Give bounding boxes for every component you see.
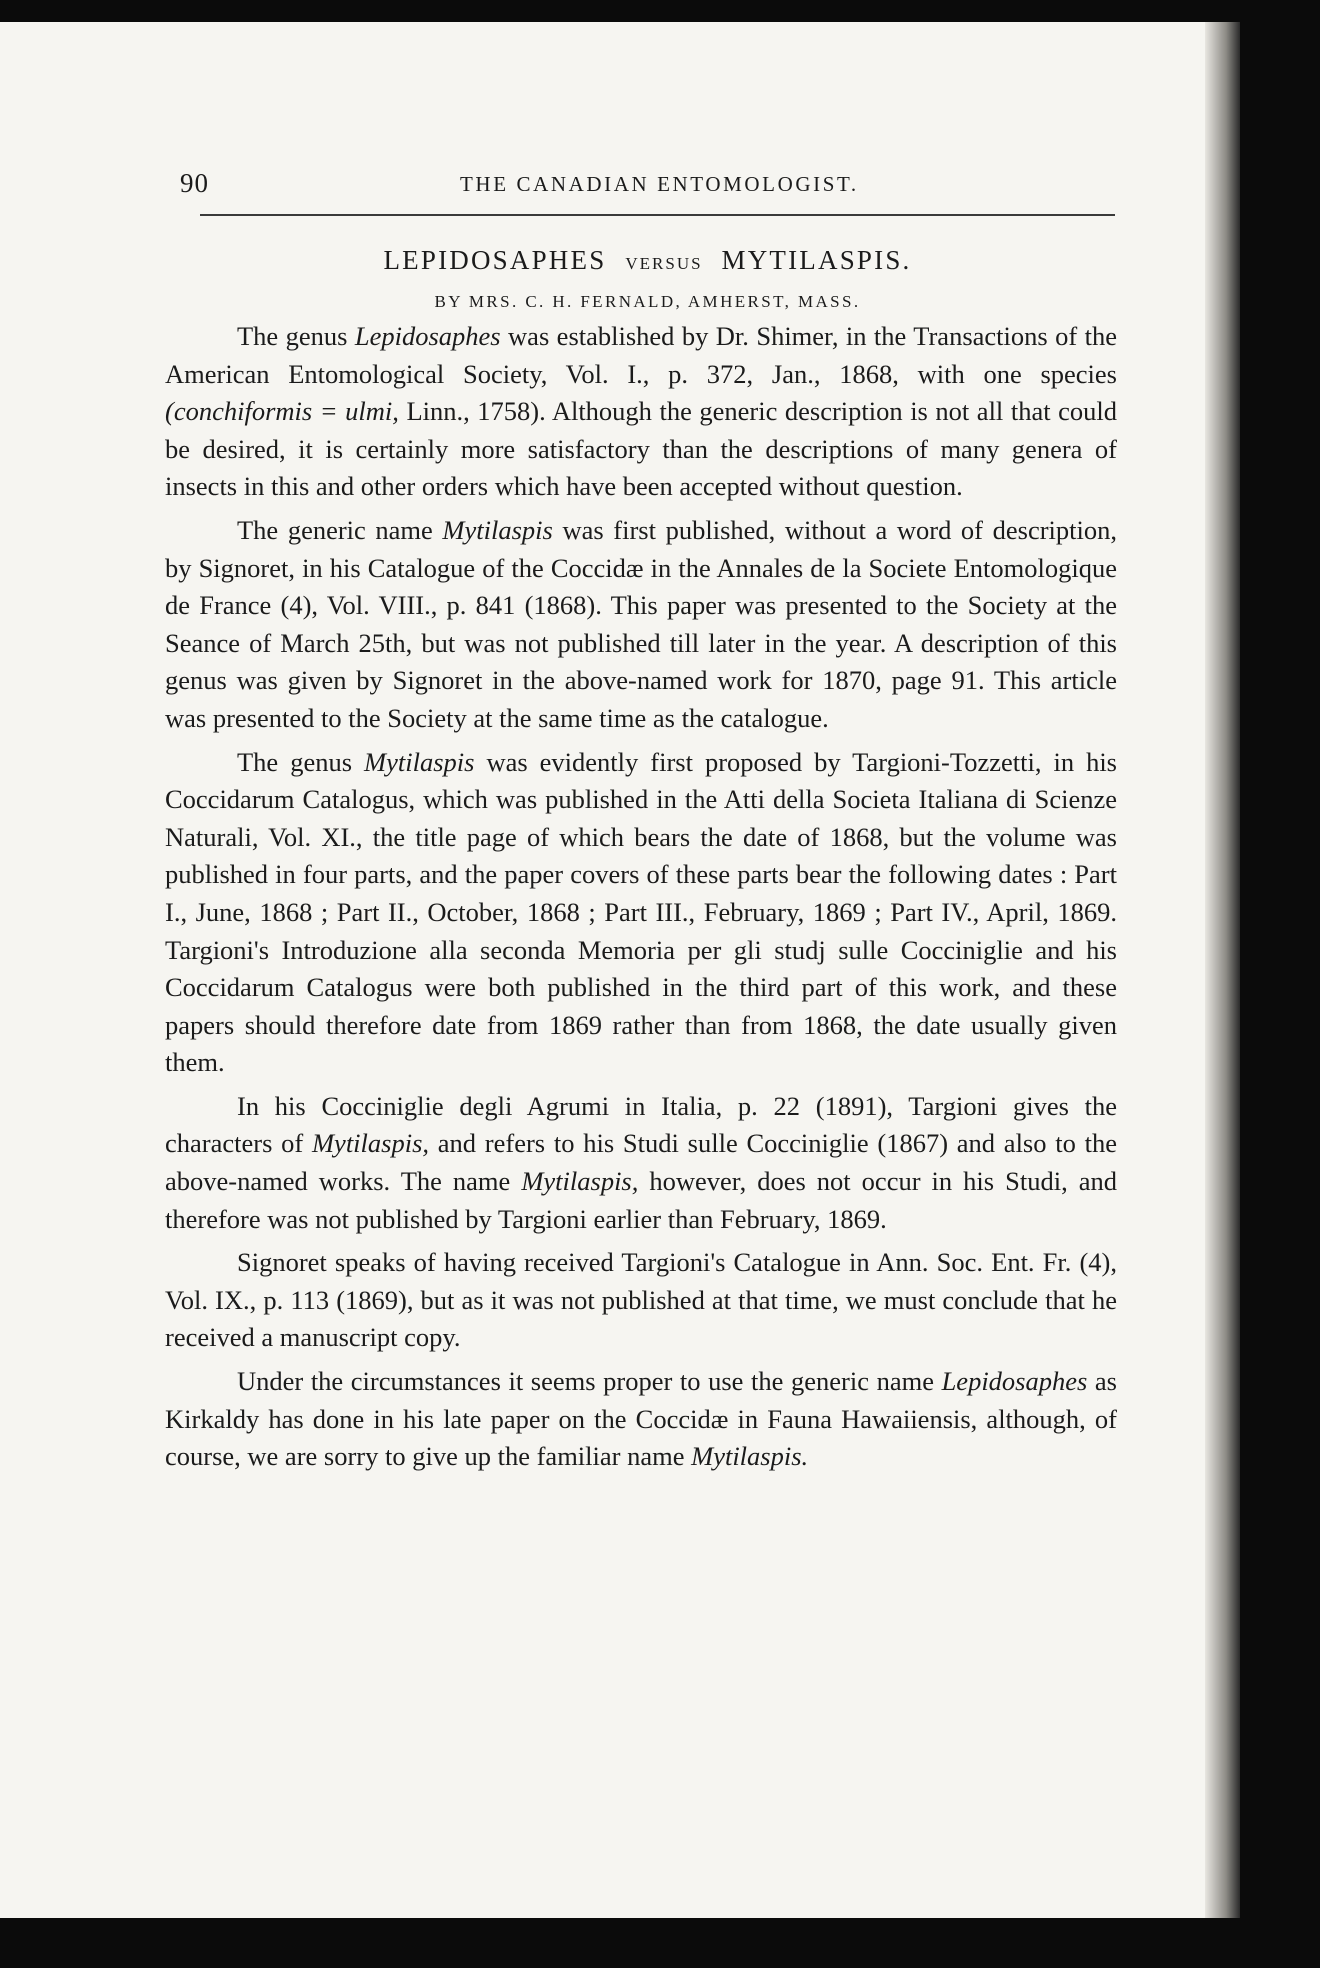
byline: BY MRS. C. H. FERNALD, AMHERST, MASS. xyxy=(434,292,861,311)
scan-border-bottom xyxy=(0,1918,1320,1968)
running-head xyxy=(180,168,1080,204)
genus-name: Mytilaspis, xyxy=(521,1166,639,1197)
paragraph-2 xyxy=(165,512,1117,738)
text-run: Under the circumstances it seems proper to use the generic name xyxy=(237,1366,942,1397)
paragraph-3 xyxy=(165,744,1117,1082)
text-run: In his Cocciniglie degli Agrumi in Italia, p. 22 (1891), Targioni gives the characters of xyxy=(165,1090,1117,1159)
genus-name: Mytilaspis, xyxy=(311,1128,430,1159)
genus-name: Mytilaspis xyxy=(442,514,553,545)
text-run: The genus xyxy=(237,321,355,351)
text-run: was first published, without a word of description, by Signoret, in his Catalogue of the Coccidæ in the Annales de la Societe Entomologique de France (4), Vol. VIII., p. 841 (1868). This paper was presented to the Society at the Seance of March 25th, but was not published till later in the year. A description of this genus was given by Signoret in the above-named work for 1870, page 91. This article was presented to the Society at the same time as the catalogue. xyxy=(165,514,1117,733)
paragraph-4 xyxy=(165,1088,1117,1238)
title-versus: VERSUS xyxy=(625,254,703,273)
text-run: The genus xyxy=(237,746,365,777)
title-genus-2: MYTILASPIS. xyxy=(721,245,912,275)
journal-title: THE CANADIAN ENTOMOLOGIST. xyxy=(460,172,859,196)
header-rule xyxy=(200,214,1115,216)
paragraph-5 xyxy=(165,1244,1117,1357)
text-run: Linn., 1758). Although the generic description is not all that could be desired, it is certainly more satisfactory than the descriptions of many genera of insects in this and other orders which have been accepted without question. xyxy=(165,396,1117,502)
title-genus-1: LEPIDOSAPHES xyxy=(383,245,607,275)
page-gutter-shadow xyxy=(1205,22,1240,1918)
text-run: The generic name xyxy=(237,514,443,545)
genus-name: Mytilaspis xyxy=(364,746,475,777)
article-title xyxy=(180,245,1115,276)
text-run: as Kirkaldy has done in his late paper on the Coccidæ in Fauna Hawaiiensis, although, of course, we are sorry to give up the familiar name xyxy=(165,1366,1117,1472)
text-run: and refers to his Studi sulle Cocciniglie (1867) and also to the above-named works. The name xyxy=(165,1128,1117,1197)
scan-border-right xyxy=(1240,0,1320,1968)
text-run: however, does not occur in his Studi, and therefore was not published by Targioni earlier than February, 1869. xyxy=(165,1166,1117,1234)
page-number: 90 xyxy=(180,168,209,198)
genus-name: Mytilaspis. xyxy=(691,1441,809,1472)
genus-name: Lepidosaphes xyxy=(941,1366,1088,1397)
text-run: was established by Dr. Shimer, in the Transactions of the American Entomological Society, Vol. I., p. 372, Jan., 1868, with one species xyxy=(165,321,1117,389)
text-run: Signoret speaks of having received Targioni's Catalogue in Ann. Soc. Ent. Fr. (4), Vol. IX., p. 113 (1869), but as it was not published at that time, we must conclude that he received a manuscript copy. xyxy=(165,1247,1117,1353)
genus-name: Lepidosaphes xyxy=(354,321,501,351)
text-run: was evidently first proposed by Targioni-Tozzetti, in his Coccidarum Catalogus, which was published in the Atti della Societa Italiana di Scienze Naturali, Vol. XI., the title page of which bears the date of 1868, but the volume was published in four parts, and the paper covers of these parts bear the following dates : Part I., June, 1868 ; Part II., October, 1868 ; Part III., February, 1869 ; Part IV., April, 1869. Targioni's Introduzione alla seconda Memoria per gli studj sulle Cocciniglie and his Coccidarum Catalogus were both published in the third part of this work, and these papers should therefore date from 1869 rather than from 1868, the date usually given them. xyxy=(165,746,1117,1078)
paragraph-1 xyxy=(165,318,1117,506)
article-body xyxy=(165,318,1117,1482)
scan-border-top xyxy=(0,0,1320,22)
paragraph-6 xyxy=(165,1363,1117,1476)
species-name: (conchiformis = ulmi, xyxy=(165,396,399,427)
